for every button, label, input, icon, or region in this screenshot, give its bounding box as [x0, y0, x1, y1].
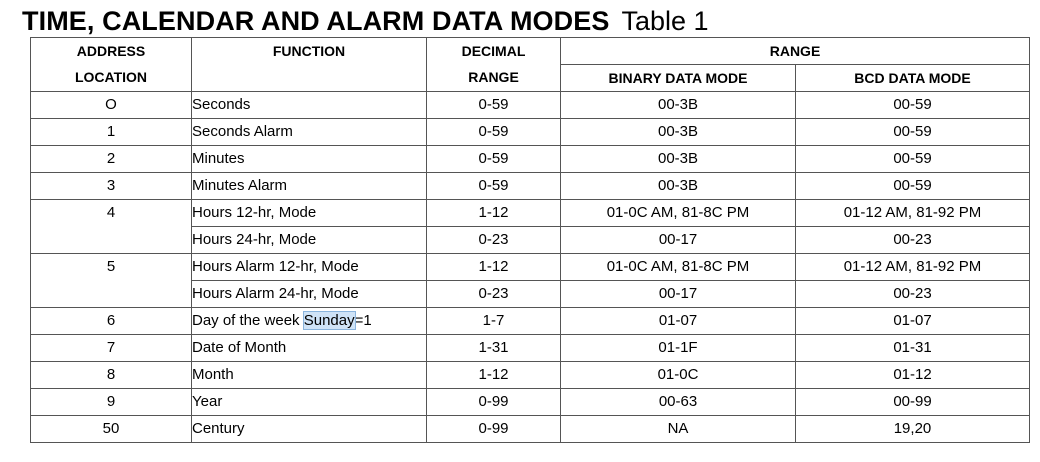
- table-row: [31, 92, 1030, 119]
- cell-function: Hours 24-hr, Mode: [192, 227, 427, 254]
- cell-decimal: 0-59: [427, 146, 561, 173]
- cell-function: Hours Alarm 12-hr, Mode: [192, 254, 427, 281]
- cell-decimal: 1-12: [427, 200, 561, 227]
- table-row: [31, 416, 1030, 443]
- table-row: [31, 335, 1030, 362]
- cell-decimal: 0-23: [427, 281, 561, 308]
- function-text-post: =1: [354, 312, 372, 329]
- cell-decimal: 0-23: [427, 227, 561, 254]
- cell-bcd: 01-12: [796, 362, 1030, 389]
- cell-bcd: 01-07: [796, 308, 1030, 335]
- cell-bcd: 00-23: [796, 227, 1030, 254]
- cell-bcd: 19,20: [796, 416, 1030, 443]
- cell-binary: NA: [561, 416, 796, 443]
- cell-function: Seconds Alarm: [192, 119, 427, 146]
- cell-binary: 00-17: [561, 281, 796, 308]
- table-row: [31, 389, 1030, 416]
- cell-binary: 01-0C: [561, 362, 796, 389]
- cell-function: Year: [192, 389, 427, 416]
- cell-decimal: 0-99: [427, 389, 561, 416]
- header-address: [31, 38, 192, 92]
- cell-binary: 00-3B: [561, 146, 796, 173]
- header-address-line1: ADDRESS: [76, 43, 146, 59]
- cell-function: Hours Alarm 24-hr, Mode: [192, 281, 427, 308]
- cell-binary: 01-0C AM, 81-8C PM: [561, 200, 796, 227]
- header-bcd: BCD DATA MODE: [796, 65, 1030, 92]
- table-row: [31, 308, 1030, 335]
- header-function: FUNCTION: [192, 38, 427, 92]
- cell-binary: 01-1F: [561, 335, 796, 362]
- cell-function: [192, 308, 427, 335]
- cell-binary: 00-3B: [561, 92, 796, 119]
- header-binary: BINARY DATA MODE: [561, 65, 796, 92]
- header-address-line2: LOCATION: [74, 69, 148, 85]
- cell-function: Seconds: [192, 92, 427, 119]
- cell-decimal: 0-59: [427, 119, 561, 146]
- cell-binary: 00-3B: [561, 173, 796, 200]
- cell-bcd: 00-59: [796, 119, 1030, 146]
- cell-address: 8: [31, 362, 192, 389]
- header-decimal-line2: RANGE: [468, 69, 519, 85]
- cell-binary: 00-3B: [561, 119, 796, 146]
- cell-decimal: 1-7: [427, 308, 561, 335]
- cell-decimal: 1-31: [427, 335, 561, 362]
- cell-decimal: 0-99: [427, 416, 561, 443]
- cell-function: Date of Month: [192, 335, 427, 362]
- cell-function: Minutes: [192, 146, 427, 173]
- cell-function: Hours 12-hr, Mode: [192, 200, 427, 227]
- table-title: TIME, CALENDAR AND ALARM DATA MODES: [22, 6, 610, 36]
- cell-binary: 01-07: [561, 308, 796, 335]
- cell-bcd: 00-59: [796, 173, 1030, 200]
- cell-address: 50: [31, 416, 192, 443]
- table-row: [31, 254, 1030, 281]
- cell-decimal: 0-59: [427, 173, 561, 200]
- cell-bcd: 00-23: [796, 281, 1030, 308]
- cell-address: 7: [31, 335, 192, 362]
- cell-function: Century: [192, 416, 427, 443]
- data-modes-table: [30, 37, 1030, 443]
- selected-text-highlight[interactable]: Sunday: [303, 312, 355, 329]
- table-row: [31, 362, 1030, 389]
- cell-binary: 00-17: [561, 227, 796, 254]
- header-decimal-line1: DECIMAL: [461, 43, 526, 59]
- table-row: [31, 173, 1030, 200]
- cell-address: 6: [31, 308, 192, 335]
- cell-decimal: 1-12: [427, 254, 561, 281]
- table-heading: [22, 4, 709, 38]
- table-label: Table 1: [621, 6, 709, 36]
- cell-address: 5: [31, 254, 192, 308]
- header-range: RANGE: [561, 38, 1030, 65]
- cell-address: O: [31, 92, 192, 119]
- header-row-top: [31, 38, 1030, 65]
- function-text-pre: Day of the week: [192, 312, 304, 329]
- table-row: [31, 200, 1030, 227]
- cell-bcd: 01-12 AM, 81-92 PM: [796, 200, 1030, 227]
- cell-bcd: 00-59: [796, 146, 1030, 173]
- cell-address: 1: [31, 119, 192, 146]
- cell-decimal: 1-12: [427, 362, 561, 389]
- cell-binary: 01-0C AM, 81-8C PM: [561, 254, 796, 281]
- table-row: [31, 146, 1030, 173]
- cell-address: 2: [31, 146, 192, 173]
- cell-bcd: 00-59: [796, 92, 1030, 119]
- cell-bcd: 01-31: [796, 335, 1030, 362]
- cell-bcd: 00-99: [796, 389, 1030, 416]
- cell-function: Month: [192, 362, 427, 389]
- cell-binary: 00-63: [561, 389, 796, 416]
- cell-decimal: 0-59: [427, 92, 561, 119]
- table-row: [31, 119, 1030, 146]
- cell-address: 3: [31, 173, 192, 200]
- cell-address: 4: [31, 200, 192, 254]
- header-decimal: [427, 38, 561, 92]
- cell-address: 9: [31, 389, 192, 416]
- cell-function: Minutes Alarm: [192, 173, 427, 200]
- cell-bcd: 01-12 AM, 81-92 PM: [796, 254, 1030, 281]
